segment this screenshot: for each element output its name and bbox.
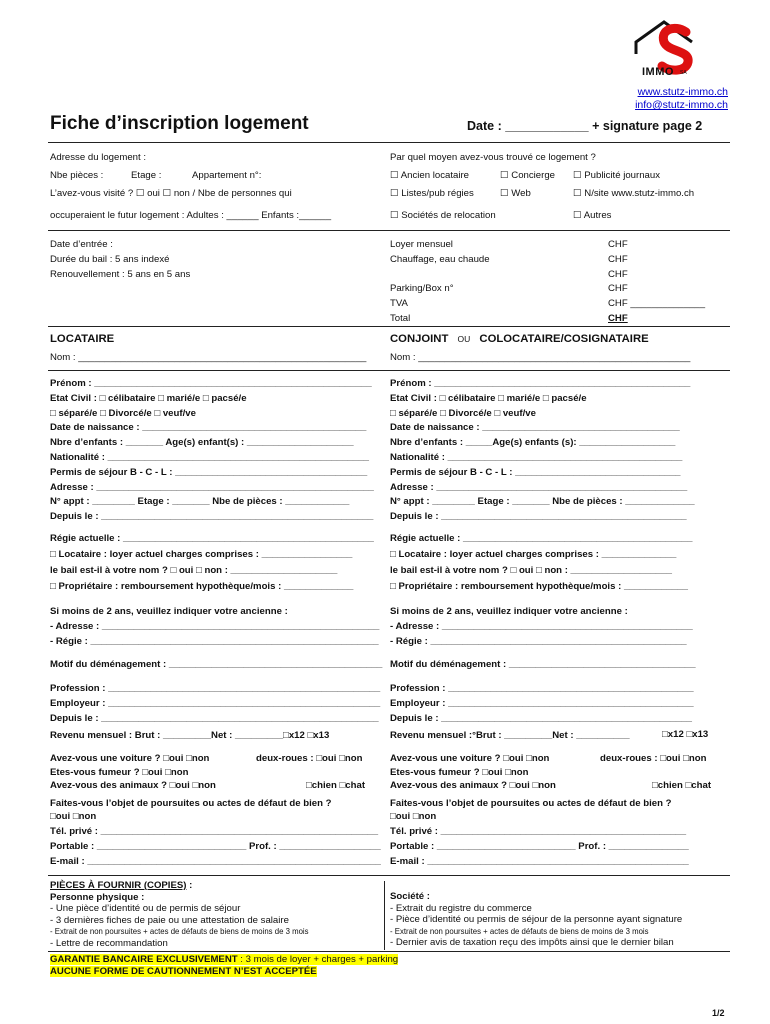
- societe-item: - Extrait du registre du commerce: [390, 902, 532, 914]
- conjoint-contact: [390, 825, 689, 869]
- poursuites-q: Faites-vous l’objet de poursuites ou actes de défaut de bien ?: [390, 798, 672, 809]
- field-line[interactable]: Tél. privé : ____________________________________________________: [50, 826, 379, 837]
- field-line[interactable]: Depuis le : _______________________________________________: [390, 712, 692, 724]
- source-question: Par quel moyen avez-vous trouvé ce logement ?: [390, 152, 596, 163]
- email-link[interactable]: info@stutz-immo.ch: [635, 99, 728, 111]
- option-concierge[interactable]: ☐ Concierge: [500, 170, 555, 181]
- field-line[interactable]: le bail est-il à votre nom ? □ oui □ non : ____________________: [50, 565, 338, 576]
- locataire-questions: [50, 752, 366, 793]
- field-line[interactable]: Employeur : ______________________________________________: [390, 697, 694, 709]
- field-line[interactable]: Tél. privé : ______________________________________________: [390, 826, 687, 837]
- logo-sub: SA: [680, 70, 687, 76]
- visite-question: L’avez-vous visité ? ☐ oui ☐ non / Nbe de personnes qui: [50, 188, 292, 199]
- deux-roues-q[interactable]: deux-roues : □oui □non: [600, 753, 707, 764]
- poursuites-opt[interactable]: □oui □non: [50, 811, 97, 822]
- field-line[interactable]: Profession : ___________________________________________________: [50, 683, 381, 694]
- loyer-labels: [390, 238, 490, 327]
- caution-note: AUCUNE FORME DE CAUTIONNEMENT N’EST ACCEPTÉE: [50, 965, 317, 977]
- field-line[interactable]: E-mail : _______________________________________________________: [50, 855, 381, 867]
- conjoint-revenu-opt[interactable]: □x12 □x13: [662, 729, 709, 740]
- option-ancien-locataire[interactable]: ☐ Ancien locataire: [390, 170, 469, 181]
- physique-item: - Une pièce d’identité ou de permis de séjour: [50, 903, 241, 914]
- locataire-motif[interactable]: Motif du déménagement : ________________________________________: [50, 659, 383, 670]
- field-line[interactable]: Adresse : _______________________________________________: [390, 481, 688, 493]
- option-listes[interactable]: ☐ Listes/pub régies: [390, 188, 474, 199]
- total-label: Total: [390, 312, 411, 324]
- poursuites-q: Faites-vous l’objet de poursuites ou actes de défaut de bien ?: [50, 798, 332, 809]
- pieces-physique: [50, 880, 309, 949]
- divider: [48, 370, 730, 371]
- conjoint-identity: [390, 377, 695, 525]
- societe-item: - Extrait de non poursuites + actes de défauts de biens de moins de 3 mois: [390, 926, 649, 936]
- conjoint-motif[interactable]: Motif du déménagement : ___________________________________: [390, 659, 696, 670]
- locataire-heading: LOCATAIRE: [50, 333, 115, 345]
- conjoint-logement: [390, 531, 692, 595]
- loyer-chf: CHF: [608, 239, 628, 250]
- field-line[interactable]: Date de naissance : _____________________________________: [390, 422, 680, 434]
- societe-item: - Dernier avis de taxation reçu des impôts ainsi que le dernier bilan: [390, 937, 674, 948]
- option-publicite[interactable]: ☐ Publicité journaux: [573, 170, 660, 181]
- deux-roues-q[interactable]: deux-roues : □oui □non: [256, 753, 363, 764]
- field-line[interactable]: Profession : ______________________________________________: [390, 683, 694, 694]
- field-line[interactable]: le bail est-il à votre nom ? □ oui □ non : ___________________: [390, 565, 672, 576]
- bail-info: [50, 238, 190, 282]
- voiture-q[interactable]: Avez-vous une voiture ? □oui □non: [390, 753, 550, 764]
- etage: Etage :: [131, 170, 162, 181]
- field-line[interactable]: - Adresse : _______________________________________________: [390, 621, 693, 632]
- renouvellement: Renouvellement : 5 ans en 5 ans: [50, 268, 191, 280]
- field-line[interactable]: N° appt : ________ Etage : _______ Nbe de pièces : _____________: [390, 496, 695, 508]
- field-line[interactable]: E-mail : _________________________________________________: [390, 855, 689, 867]
- loyer-currency: [608, 238, 705, 327]
- extra-chf: CHF: [608, 268, 628, 280]
- option-relocation[interactable]: ☐ Sociétés de relocation: [390, 210, 496, 221]
- nbe-pieces: Nbe pièces :: [50, 170, 104, 181]
- locataire-logement: [50, 531, 374, 595]
- field-line[interactable]: Portable : __________________________ Prof. : _______________: [390, 840, 689, 852]
- locataire-poursuites: [50, 797, 331, 823]
- locataire-ancienne: [50, 604, 379, 649]
- field-line[interactable]: Depuis le : ____________________________________________________: [50, 712, 379, 724]
- page-title: Fiche d’inscription logement: [50, 113, 309, 134]
- field-line[interactable]: □ séparé/e □ Divorcé/e □ veuf/ve: [50, 407, 196, 419]
- chauffage-chf: CHF: [608, 253, 628, 265]
- conjoint-heading: CONJOINT OU COLOCATAIRE/COSIGNATAIRE: [390, 333, 649, 345]
- option-web[interactable]: ☐ Web: [500, 188, 531, 199]
- animaux-q[interactable]: Avez-vous des animaux ? □oui □non: [50, 780, 216, 791]
- field-line[interactable]: Revenu mensuel :°Brut : _________Net : __________: [390, 730, 630, 742]
- conjoint-ancienne: [390, 604, 693, 649]
- page-number: 1/2: [712, 1008, 725, 1018]
- divider: [48, 326, 730, 327]
- occupants: occuperaient le futur logement : Adultes : ______ Enfants :______: [50, 210, 332, 221]
- physique-item: - 3 dernières fiches de paie ou une attestation de salaire: [50, 914, 289, 926]
- duree-bail: Durée du bail : 5 ans indexé: [50, 253, 170, 265]
- fumeur-q[interactable]: Etes-vous fumeur ? □oui □non: [50, 766, 189, 778]
- appartement: Appartement n°:: [192, 170, 262, 181]
- locataire-contact: [50, 825, 381, 869]
- chien-chat-q[interactable]: □chien □chat: [306, 780, 366, 791]
- locataire-identity: [50, 377, 374, 525]
- divider: [48, 875, 730, 876]
- societe-item: - Pièce d’identité ou permis de séjour de la personne ayant signature: [390, 914, 683, 925]
- field-line[interactable]: Régie actuelle : ___________________________________________: [390, 533, 693, 544]
- poursuites-opt[interactable]: □oui □non: [390, 811, 437, 822]
- adresse-logement: Adresse du logement :: [50, 152, 146, 163]
- physique-item: - Extrait de non poursuites + actes de défauts de biens de moins de 3 mois: [50, 927, 309, 936]
- field-line[interactable]: Date de naissance : __________________________________________: [50, 422, 367, 434]
- option-site[interactable]: ☐ N/site www.stutz-immo.ch: [573, 188, 695, 199]
- field-line[interactable]: □ Locataire : loyer actuel charges comprises : ______________: [390, 549, 677, 560]
- empty-label: [390, 268, 490, 283]
- parking-label: Parking/Box n°: [390, 283, 454, 295]
- date-entree: Date d’entrée :: [50, 239, 113, 250]
- field-line[interactable]: Permis de séjour B - C - L : _______________________________: [390, 466, 681, 478]
- locataire-profession: [50, 682, 380, 744]
- field-line[interactable]: N° appt : ________ Etage : _______ Nbe de pièces : ____________: [50, 496, 350, 508]
- divider: [48, 951, 730, 952]
- conjoint-nom[interactable]: Nom : ___________________________________________________: [390, 352, 691, 363]
- logo-text: IMMO: [642, 66, 674, 78]
- loyer-label: Loyer mensuel: [390, 239, 453, 250]
- parking-chf: CHF: [608, 283, 628, 295]
- fumeur-q[interactable]: Etes-vous fumeur ? □oui □non: [390, 766, 529, 778]
- field-line[interactable]: Adresse : ____________________________________________________: [50, 481, 374, 493]
- pieces-societe: [390, 891, 682, 949]
- conjoint-questions: [390, 752, 712, 793]
- field-line[interactable]: Régie actuelle : _______________________________________________: [50, 533, 374, 544]
- field-line[interactable]: - Régie : ________________________________________________: [390, 636, 687, 647]
- column-divider: [384, 881, 385, 950]
- field-line[interactable]: Portable : ____________________________ Prof. : ___________________: [50, 840, 381, 852]
- field-line[interactable]: Depuis le : ______________________________________________: [390, 511, 687, 523]
- field-line[interactable]: Depuis le : ___________________________________________________: [50, 511, 374, 523]
- voiture-q[interactable]: Avez-vous une voiture ? □oui □non: [50, 753, 210, 764]
- field-line[interactable]: Revenu mensuel : Brut : _________Net : _________□x12 □x13: [50, 730, 330, 742]
- animaux-q[interactable]: Avez-vous des animaux ? □oui □non: [390, 780, 556, 791]
- website-link[interactable]: www.stutz-immo.ch: [637, 86, 728, 98]
- conjoint-profession: [390, 682, 694, 744]
- locataire-nom[interactable]: Nom : ______________________________________________________: [50, 352, 367, 363]
- chien-chat-q[interactable]: □chien □chat: [652, 780, 712, 791]
- conjoint-poursuites: [390, 797, 671, 823]
- field-line[interactable]: □ Propriétaire : remboursement hypothèque/mois : _____________: [50, 581, 354, 592]
- field-line[interactable]: Etat Civil : □ célibataire □ marié/e □ pacsé/e: [390, 392, 587, 404]
- field-line[interactable]: Nbre d’enfants : _____Age(s) enfants (s): __________________: [390, 437, 676, 449]
- physique-item: - Lettre de recommandation: [50, 937, 168, 949]
- field-line[interactable]: Employeur : ___________________________________________________: [50, 697, 381, 709]
- field-line[interactable]: □ séparé/e □ Divorcé/e □ veuf/ve: [390, 407, 536, 419]
- divider: [48, 230, 730, 231]
- divider: [48, 142, 730, 143]
- garantie-detail: : 3 mois de loyer + charges + parking: [237, 954, 399, 965]
- field-line[interactable]: □ Locataire : loyer actuel charges comprises : _________________: [50, 549, 353, 560]
- field-line: Si moins de 2 ans, veuillez indiquer votre ancienne :: [390, 606, 628, 617]
- garantie: [50, 954, 398, 977]
- tva-chf: CHF ______________: [608, 298, 706, 310]
- contact-links: [635, 86, 728, 112]
- physique-title: Personne physique :: [50, 891, 145, 903]
- field-line[interactable]: - Régie : ______________________________________________________: [50, 636, 379, 647]
- field-line[interactable]: Nbre d’enfants : _______ Age(s) enfant(s) : ____________________: [50, 437, 354, 449]
- option-autres[interactable]: ☐ Autres: [573, 210, 612, 221]
- garantie-label: GARANTIE BANCAIRE EXCLUSIVEMENT: [50, 954, 238, 965]
- field-line[interactable]: Nationalité : ____________________________________________: [390, 451, 683, 463]
- field-line[interactable]: Prénom : ________________________________________________: [390, 378, 691, 389]
- tva-label: TVA: [390, 298, 408, 310]
- chauffage-label: Chauffage, eau chaude: [390, 253, 490, 265]
- company-logo: [634, 14, 700, 84]
- field-line[interactable]: Prénom : ____________________________________________________: [50, 378, 372, 389]
- field-line[interactable]: - Adresse : ____________________________________________________: [50, 621, 380, 632]
- date-line: Date : ____________ + signature page 2: [467, 119, 703, 133]
- field-line[interactable]: □ Propriétaire : remboursement hypothèque/mois : ____________: [390, 581, 688, 592]
- pieces-heading: PIÈCES À FOURNIR (COPIES) :: [50, 880, 193, 891]
- field-line[interactable]: Etat Civil : □ célibataire □ marié/e □ pacsé/e: [50, 392, 247, 404]
- total-chf: CHF: [608, 312, 628, 324]
- field-line[interactable]: Nationalité : _________________________________________________: [50, 451, 370, 463]
- field-line: Si moins de 2 ans, veuillez indiquer votre ancienne :: [50, 606, 288, 617]
- societe-title: Société :: [390, 891, 430, 902]
- field-line[interactable]: Permis de séjour B - C - L : ____________________________________: [50, 466, 368, 478]
